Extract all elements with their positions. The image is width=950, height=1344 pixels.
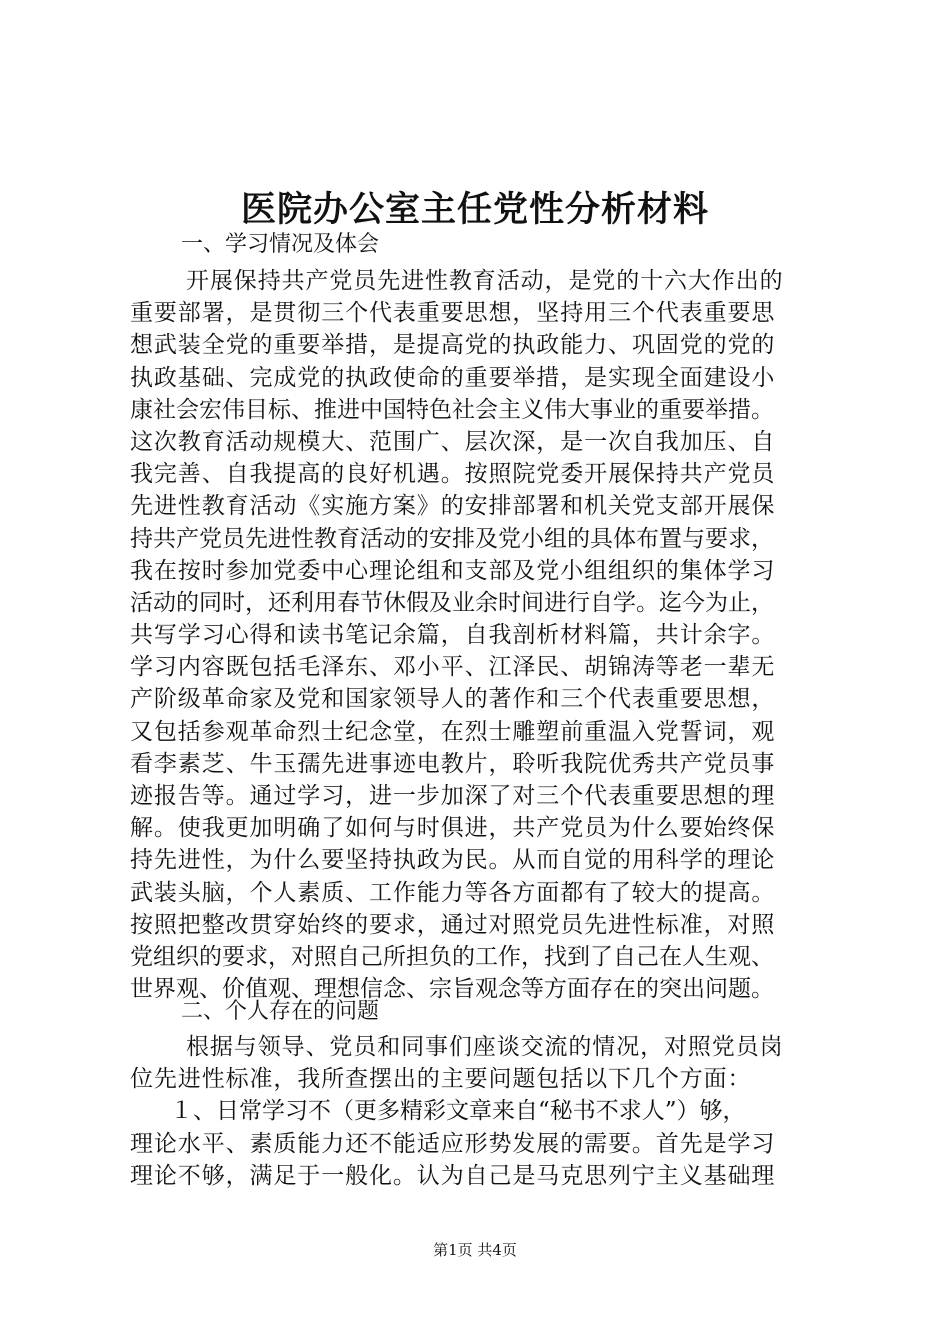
paragraph-line: 想武装全党的重要举措，是提高党的执政能力、巩固党的党的 bbox=[130, 332, 776, 359]
page-number-footer: 第1页 共4页 bbox=[433, 1241, 517, 1259]
paragraph-line: 位先进性标准，我所查摆出的主要问题包括以下几个方面： bbox=[130, 1066, 752, 1093]
document-title: 医院办公室主任党性分析材料 bbox=[240, 189, 709, 230]
paragraph-line: 康社会宏伟目标、推进中国特色社会主义伟大事业的重要举措。 bbox=[130, 396, 774, 423]
paragraph-line: 按照把整改贯穿始终的要求，通过对照党员先进性标准，对照 bbox=[130, 911, 776, 938]
paragraph-line: 武装头脑，个人素质、工作能力等各方面都有了较大的提高。 bbox=[130, 879, 776, 906]
paragraph-line: 活动的同时，还利用春节休假及业余时间进行自学。迄今为止， bbox=[130, 589, 774, 616]
paragraph-line: 根据与领导、党员和同事们座谈交流的情况，对照党员岗 bbox=[186, 1034, 784, 1060]
section-2-body bbox=[130, 1031, 850, 1192]
paragraph-line: 又包括参观革命烈士纪念堂，在烈士雕塑前重温入党誓词，观 bbox=[130, 718, 776, 745]
paragraph-line: 产阶级革命家及党和国家领导人的著作和三个代表重要思想， bbox=[130, 686, 776, 713]
paragraph-line: 学习内容既包括毛泽东、邓小平、江泽民、胡锦涛等老一辈无 bbox=[130, 654, 776, 681]
paragraph-line: 迹报告等。通过学习，进一步加深了对三个代表重要思想的理 bbox=[130, 783, 776, 809]
paragraph-line: 世界观、价值观、理想信念、宗旨观念等方面存在的突出问题。 bbox=[130, 976, 774, 1003]
paragraph-line: 持共产党员先进性教育活动的安排及党小组的具体布置与要求， bbox=[130, 525, 774, 552]
section-heading-2: 二、个人存在的问题 bbox=[181, 999, 380, 1024]
paragraph-line: 我在按时参加党委中心理论组和支部及党小组组织的集体学习 bbox=[130, 557, 776, 584]
paragraph-line: 共写学习心得和读书笔记余篇，自我剖析材料篇，共计余字。 bbox=[130, 622, 776, 649]
section-heading-1: 一、学习情况及体会 bbox=[181, 232, 380, 257]
paragraph-line: 理论不够，满足于一般化。认为自己是马克思列宁主义基础理 bbox=[130, 1162, 776, 1189]
paragraph-line: 这次教育活动规模大、范围广、层次深，是一次自我加压、自 bbox=[130, 428, 776, 455]
paragraph-line: 重要部署，是贯彻三个代表重要思想，坚持用三个代表重要思 bbox=[130, 300, 776, 327]
paragraph-line: 理论水平、素质能力还不能适应形势发展的需要。首先是学习 bbox=[130, 1130, 776, 1157]
paragraph-line: 先进性教育活动《实施方案》的安排部署和机关党支部开展保 bbox=[130, 493, 776, 520]
paragraph-line: 我完善、自我提高的良好机遇。按照院党委开展保持共产党员 bbox=[130, 461, 776, 488]
paragraph-line: 看李素芝、牛玉孺先进事迹电教片，聆听我院优秀共产党员事 bbox=[130, 750, 776, 777]
section-1-body bbox=[130, 265, 850, 1005]
paragraph-line: 执政基础、完成党的执政使命的重要举措，是实现全面建设小 bbox=[130, 364, 776, 391]
paragraph-line: 持先进性，为什么要坚持执政为民。从而自觉的用科学的理论 bbox=[130, 847, 776, 874]
paragraph-line: 党组织的要求，对照自己所担负的工作，找到了自己在人生观、 bbox=[130, 943, 774, 970]
paragraph-line: 开展保持共产党员先进性教育活动，是党的十六大作出的 bbox=[186, 268, 784, 294]
paragraph-line: １、日常学习不（更多精彩文章来自“秘书不求人”）够， bbox=[170, 1098, 746, 1125]
paragraph-line: 解。使我更加明确了如何与时俱进，共产党员为什么要始终保 bbox=[130, 815, 776, 842]
